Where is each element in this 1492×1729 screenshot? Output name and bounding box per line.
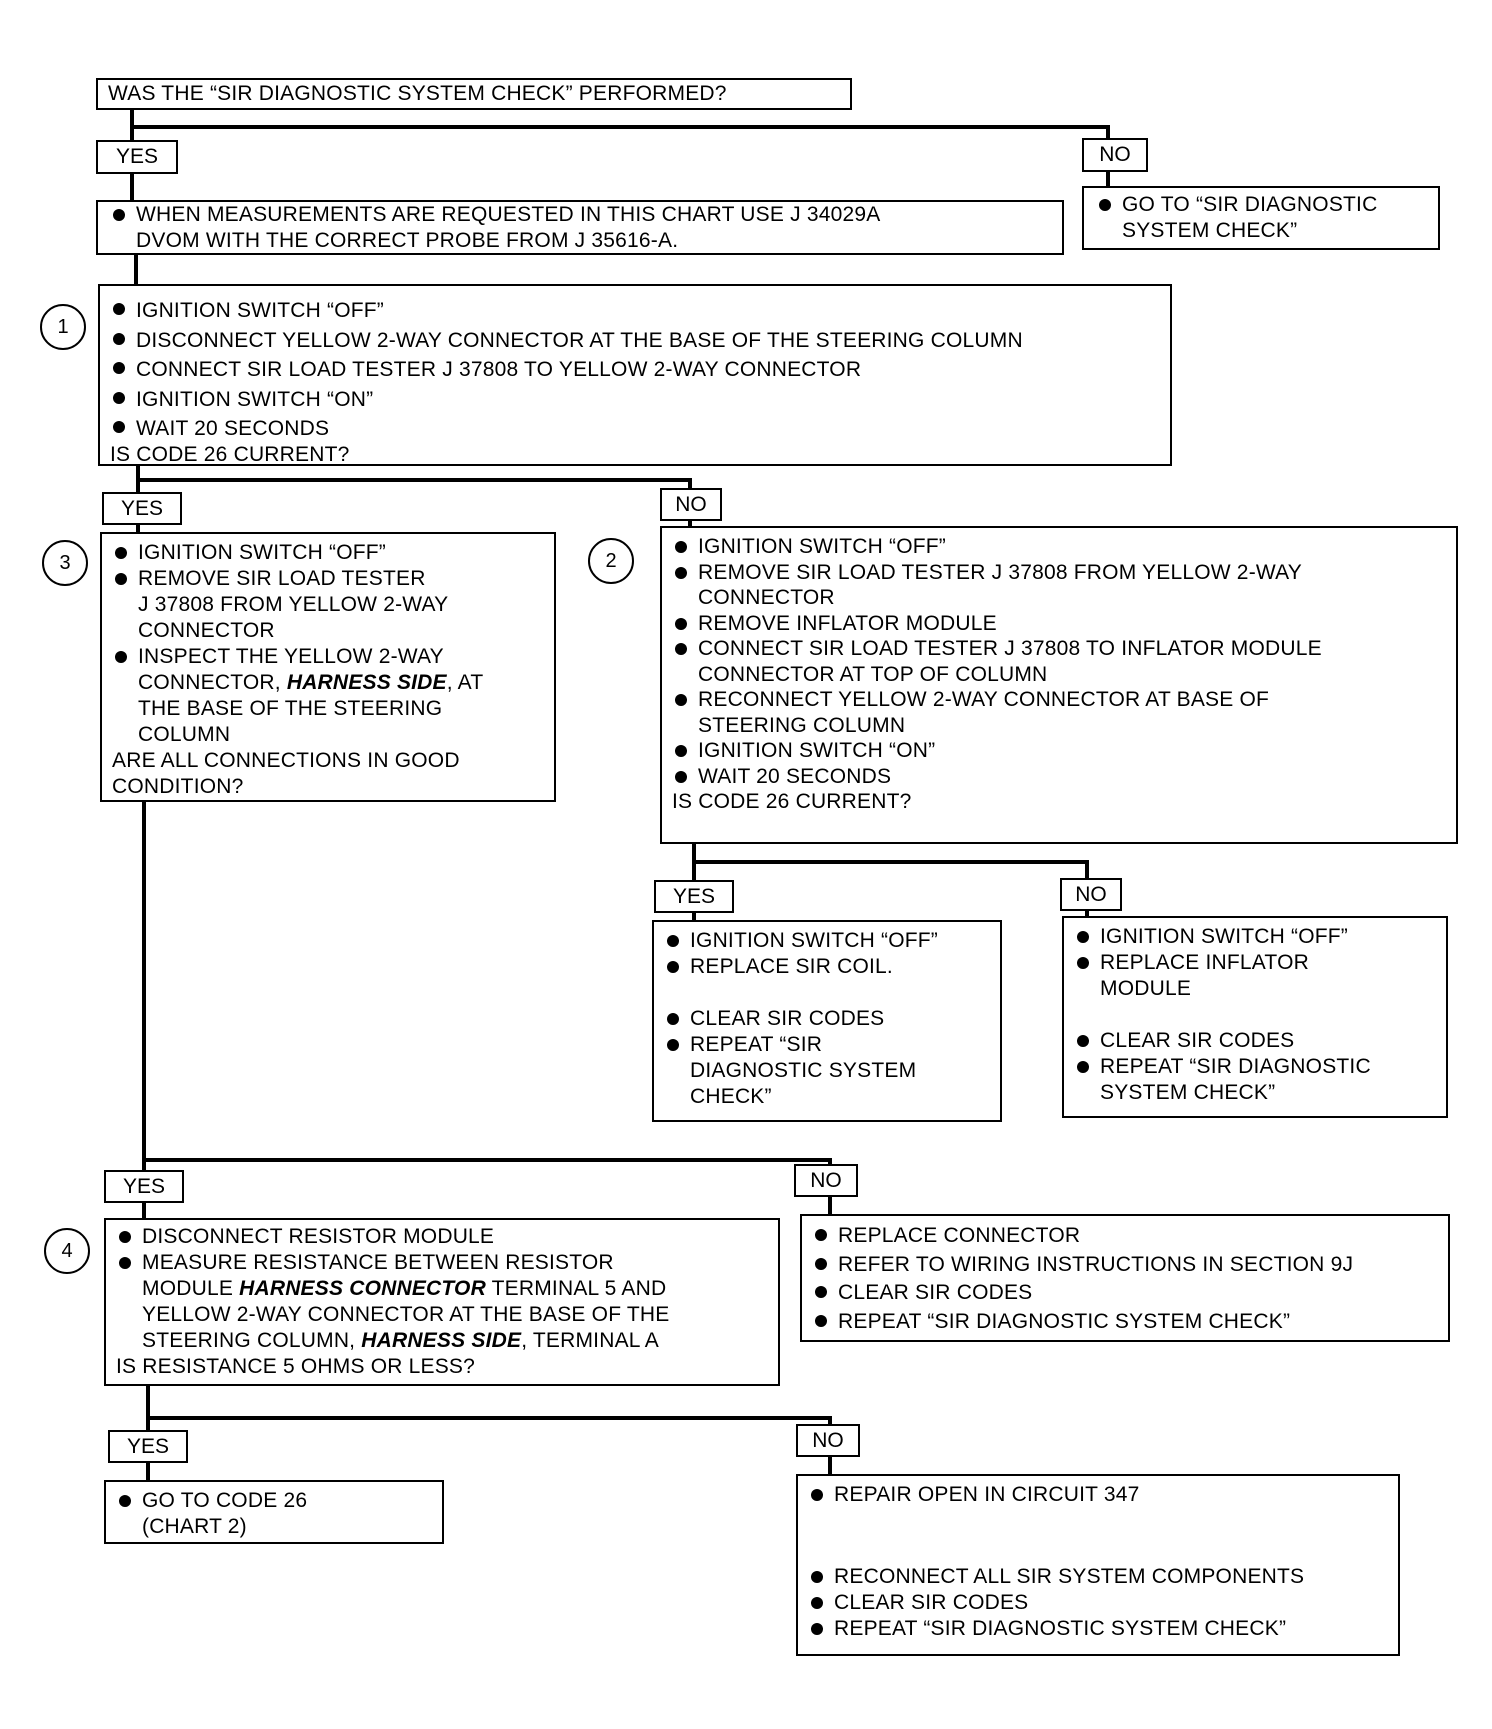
repair-open-item-1: REPAIR OPEN IN CIRCUIT 347 (802, 1482, 1394, 1508)
yes-label-step2: YES (654, 880, 734, 913)
goto-check-item: GO TO “SIR DIAGNOSTIC SYSTEM CHECK” (1090, 192, 1432, 244)
step-1-item-2: DISCONNECT YELLOW 2-WAY CONNECTOR AT THE BASE OF THE STEERING COLUMN (104, 326, 1166, 356)
step-2-item-4: CONNECT SIR LOAD TESTER J 37808 TO INFLATOR MODULE CONNECTOR AT TOP OF COLUMN (666, 636, 1452, 687)
replace-connector-item-1: REPLACE CONNECTOR (806, 1222, 1444, 1251)
repair-open-item-2: RECONNECT ALL SIR SYSTEM COMPONENTS (802, 1564, 1394, 1590)
step-2-item-2: REMOVE SIR LOAD TESTER J 37808 FROM YELLOW 2-WAY CONNECTOR (666, 560, 1452, 611)
step-1-box (98, 284, 1172, 466)
no-label-step4: NO (796, 1424, 860, 1457)
no-label-step1: NO (660, 488, 722, 521)
step-2-item-5: RECONNECT YELLOW 2-WAY CONNECTOR AT BASE OF STEERING COLUMN (666, 687, 1452, 738)
no-label-top: NO (1082, 138, 1148, 172)
goto-code26-box (104, 1480, 444, 1544)
replace-inflator-box (1062, 916, 1448, 1118)
step-2-item-3: REMOVE INFLATOR MODULE (666, 611, 1452, 637)
no-label-step3: NO (794, 1164, 858, 1197)
dvom-note-item: WHEN MEASUREMENTS ARE REQUESTED IN THIS CHART USE J 34029A DVOM WITH THE CORRECT PROBE FROM J 35616-A. (104, 202, 1056, 254)
step-2-number: 2 (588, 538, 634, 584)
replace-coil-item-2: REPLACE SIR COIL. (658, 954, 996, 980)
step-1-number: 1 (40, 304, 86, 350)
step-2-item-6: IGNITION SWITCH “ON” (666, 738, 1452, 764)
repair-open-item-3: CLEAR SIR CODES (802, 1590, 1394, 1616)
replace-inflator-item-2: REPLACE INFLATOR MODULE (1068, 950, 1442, 1002)
step-3-item-2: REMOVE SIR LOAD TESTER J 37808 FROM YELLOW 2-WAY CONNECTOR (106, 566, 550, 644)
step-4-item-1: DISCONNECT RESISTOR MODULE (110, 1224, 774, 1250)
step-3-question: ARE ALL CONNECTIONS IN GOOD CONDITION? (112, 749, 460, 798)
step-3-number: 3 (42, 540, 88, 586)
replace-coil-item-3: CLEAR SIR CODES (658, 1006, 996, 1032)
step-1-item-1: IGNITION SWITCH “OFF” (104, 296, 1166, 326)
replace-inflator-item-3: CLEAR SIR CODES (1068, 1028, 1442, 1054)
step-1-question: IS CODE 26 CURRENT? (110, 442, 350, 466)
top-question-text: WAS THE “SIR DIAGNOSTIC SYSTEM CHECK” PERFORMED? (108, 82, 727, 105)
step-3-item-3: INSPECT THE YELLOW 2-WAY CONNECTOR, HARNESS SIDE, AT THE BASE OF THE STEERING COLUMN (106, 644, 550, 748)
no-label-step2: NO (1060, 878, 1122, 911)
step-3-item-1: IGNITION SWITCH “OFF” (106, 540, 550, 566)
repair-open-box (796, 1474, 1400, 1656)
replace-connector-item-3: CLEAR SIR CODES (806, 1279, 1444, 1308)
yes-label-step1: YES (102, 492, 182, 525)
replace-coil-box (652, 920, 1002, 1122)
step-3-box (100, 532, 556, 802)
yes-label-step4: YES (108, 1430, 188, 1463)
harness-side-emphasis-2: HARNESS SIDE (361, 1329, 522, 1352)
step-4-item-2: MEASURE RESISTANCE BETWEEN RESISTOR MODULE HARNESS CONNECTOR TERMINAL 5 AND YELLOW 2-WAY CONNECTOR AT THE BASE OF THE STEERING COLUMN, HARNESS SIDE, TERMINAL A (110, 1250, 774, 1354)
step-1-item-3: CONNECT SIR LOAD TESTER J 37808 TO YELLOW 2-WAY CONNECTOR (104, 355, 1166, 385)
yes-label-step3: YES (104, 1170, 184, 1203)
yes-label-top: YES (96, 140, 178, 174)
harness-side-emphasis: HARNESS SIDE (286, 671, 447, 694)
step-2-item-1: IGNITION SWITCH “OFF” (666, 534, 1452, 560)
step-4-question: IS RESISTANCE 5 OHMS OR LESS? (116, 1355, 476, 1378)
step-4-box (104, 1218, 780, 1386)
replace-connector-item-2: REFER TO WIRING INSTRUCTIONS IN SECTION 9J (806, 1251, 1444, 1280)
replace-inflator-item-1: IGNITION SWITCH “OFF” (1068, 924, 1442, 950)
step-1-item-4: IGNITION SWITCH “ON” (104, 385, 1166, 415)
step-1-item-5: WAIT 20 SECONDS (104, 414, 1166, 444)
goto-check-box (1082, 186, 1440, 250)
replace-coil-item-1: IGNITION SWITCH “OFF” (658, 928, 996, 954)
step-2-box (660, 526, 1458, 844)
replace-connector-item-4: REPEAT “SIR DIAGNOSTIC SYSTEM CHECK” (806, 1308, 1444, 1337)
replace-connector-box (800, 1214, 1450, 1342)
goto-code26-item: GO TO CODE 26 (CHART 2) (110, 1488, 438, 1540)
step-4-number: 4 (44, 1228, 90, 1274)
dvom-note-box (96, 200, 1064, 255)
replace-inflator-item-4: REPEAT “SIR DIAGNOSTIC SYSTEM CHECK” (1068, 1054, 1442, 1106)
harness-connector-emphasis: HARNESS CONNECTOR (239, 1277, 486, 1300)
step-2-question: IS CODE 26 CURRENT? (672, 790, 912, 813)
top-question-box (96, 78, 852, 110)
replace-coil-item-4: REPEAT “SIR DIAGNOSTIC SYSTEM CHECK” (658, 1032, 996, 1110)
step-2-item-7: WAIT 20 SECONDS (666, 764, 1452, 790)
repair-open-item-4: REPEAT “SIR DIAGNOSTIC SYSTEM CHECK” (802, 1616, 1394, 1642)
